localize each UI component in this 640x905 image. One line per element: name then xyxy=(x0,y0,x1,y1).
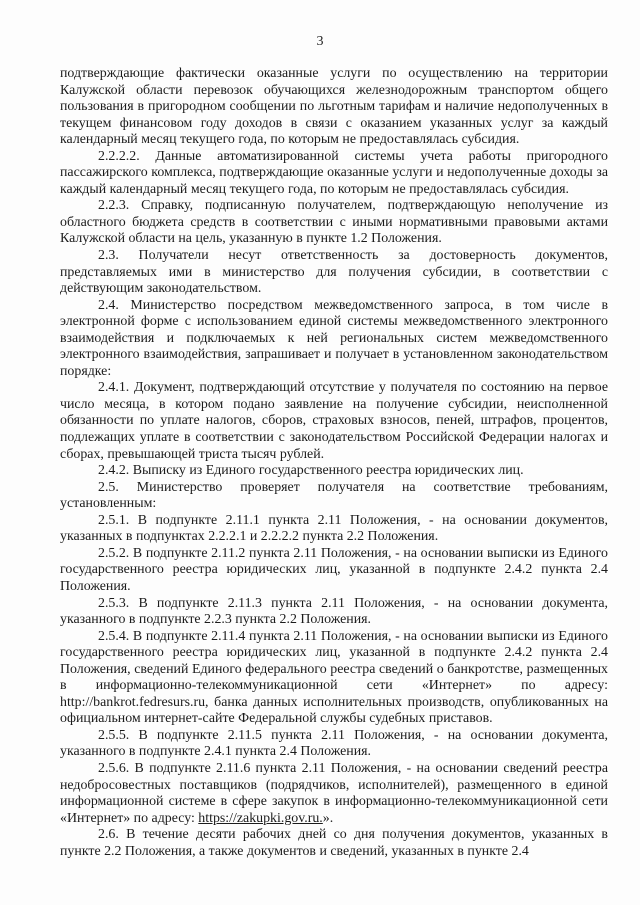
paragraph: 2.3. Получатели несут ответственность за достоверность документов, представляемых ими в министерство для получения субсидии, в соответствии с действующим законодательством. xyxy=(60,248,608,297)
paragraph: 2.5.2. В подпункте 2.11.2 пункта 2.11 Положения, - на основании выписки из Единого государственного реестра юридических лиц, указанной в подпункте 2.4.2 пункта 2.4 Положения. xyxy=(60,545,608,594)
paragraph: 2.4.1. Документ, подтверждающий отсутствие у получателя по состоянию на первое число месяца, в котором подано заявление на получение субсидии, неисполненной обязанности по уплате налогов, сборов, страховых взносов, пеней, штрафов, процентов, подлежащих уплате в соответствии с законодательством Российской Федерации налогах и сборах, превышающей триста тысяч рублей. xyxy=(60,380,608,462)
paragraph: 2.6. В течение десяти рабочих дней со дня получения документов, указанных в пункте 2.2 Положения, а также документов и сведений, указанных в пункте 2.4 xyxy=(60,827,608,859)
paragraph: 2.5.1. В подпункте 2.11.1 пункта 2.11 Положения, - на основании документов, указанных в подпунктах 2.2.2.1 и 2.2.2.2 пункта 2.2 Положения. xyxy=(60,512,608,545)
paragraph: 2.5.5. В подпункте 2.11.5 пункта 2.11 Положения, - на основании документа, указанного в подпункте 2.4.1 пункта 2.4 Положения. xyxy=(60,727,608,760)
paragraph-text: 2.5.6. В подпункте 2.11.6 пункта 2.11 Положения, - на основании сведений реестра недобросовестных поставщиков (подрядчиков, исполнителей), размещенного в единой информационной системе в сфере закупок в информационно-телекоммуникационной сети «Интернет» по адресу: xyxy=(60,760,608,826)
document-body xyxy=(60,66,608,860)
paragraph: 2.5.4. В подпункте 2.11.4 пункта 2.11 Положения, - на основании выписки из Единого государственного реестра юридических лиц, указанной в подпункте 2.4.2 пункта 2.4 Положения, сведений Единого федерального реестра сведений о банкротстве, размещенных в информационно-телекоммуникационной сети «Интернет» по адресу: http://bankrot.fedresurs.ru, банка данных исполнительных производств, опубликованных на официальном интернет-сайте Федеральной службы судебных приставов. xyxy=(60,628,608,727)
paragraph: 2.5. Министерство проверяет получателя на соответствие требованиям, установленным: xyxy=(60,479,608,512)
paragraph xyxy=(60,761,608,827)
zakupki-link[interactable]: https://zakupki.gov.ru. xyxy=(198,810,323,826)
paragraph: подтверждающие фактически оказанные услуги по осуществлению на территории Калужской области перевозок обучающихся железнодорожным транспортом общего пользования в пригородном сообщении по льготным тарифам и наличие недополученных в текущем финансовом году доходов в связи с оказанием указанных услуг за каждый календарный месяц текущего года, по которым не предоставлялась субсидия. xyxy=(60,66,608,148)
paragraph: 2.4. Министерство посредством межведомственного запроса, в том числе в электронной форме с использованием единой системы межведомственного электронного взаимодействия и подключаемых к ней региональных систем межведомственного электронного взаимодействия, запрашивает и получает в установленном законодательством порядке: xyxy=(60,297,608,379)
page-number: 3 xyxy=(316,34,324,49)
paragraph: 2.5.3. В подпункте 2.11.3 пункта 2.11 Положения, - на основании документа, указанного в подпункте 2.2.3 пункта 2.2 Положения. xyxy=(60,595,608,628)
paragraph-text-end: ». xyxy=(322,810,334,826)
paragraph: 2.2.2.2. Данные автоматизированной системы учета работы пригородного пассажирского комплекса, подтверждающие оказанные услуги и недополученные доходы за каждый календарный месяц текущего года, по которым не предоставлялась субсидия. xyxy=(60,148,608,197)
paragraph: 2.4.2. Выписку из Единого государственного реестра юридических лиц. xyxy=(98,463,524,479)
paragraph: 2.2.3. Справку, подписанную получателем, подтверждающую неполучение из областного бюджета средств в соответствии с иными нормативными правовыми актами Калужской области на цель, указанную в пункте 1.2 Положения. xyxy=(60,198,608,247)
